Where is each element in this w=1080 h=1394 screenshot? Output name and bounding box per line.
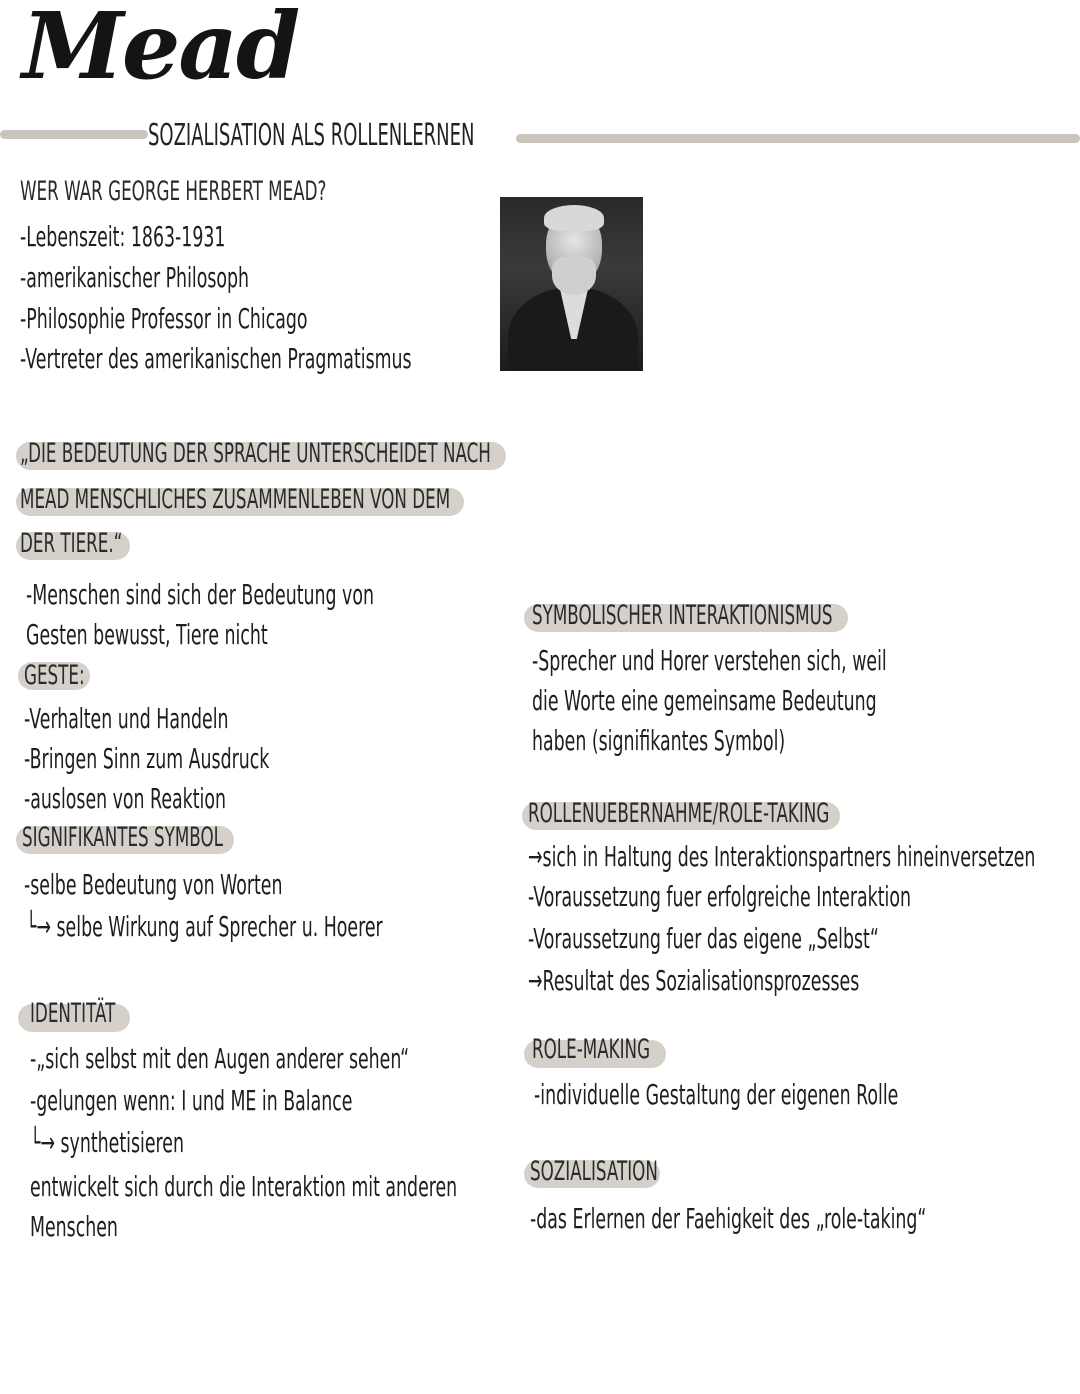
roletaking-item: -Voraussetzung fuer das eigene „Selbst“ bbox=[528, 922, 879, 955]
page-subtitle: SOZIALISATION ALS ROLLENLERNEN bbox=[148, 118, 475, 153]
symint-heading: SYMBOLISCHER INTERAKTIONISMUS bbox=[532, 600, 833, 631]
bio-item: -Vertreter des amerikanischen Pragmatismus bbox=[20, 342, 412, 375]
quote-line: „DIE BEDEUTUNG DER SPRACHE UNTERSCHEIDET NACH bbox=[20, 438, 491, 469]
geste-heading: GESTE: bbox=[24, 660, 85, 691]
symbol-heading: SIGNIFIKANTES SYMBOL bbox=[22, 822, 223, 853]
symint-item: die Worte eine gemeinsame Bedeutung bbox=[532, 684, 877, 717]
roletaking-item: -Voraussetzung fuer erfolgreiche Interaktion bbox=[528, 880, 911, 913]
bio-heading: WER WAR GEORGE HERBERT MEAD? bbox=[20, 176, 327, 207]
roletaking-item: →sich in Haltung des Interaktionspartners hineinversetzen bbox=[528, 840, 1036, 873]
intro-line: Gesten bewusst, Tiere nicht bbox=[26, 618, 268, 651]
quote-line: MEAD MENSCHLICHES ZUSAMMENLEBEN VON DEM bbox=[20, 484, 451, 515]
portrait-photo bbox=[500, 197, 643, 371]
identitaet-item: -gelungen wenn: I und ME in Balance bbox=[30, 1084, 353, 1117]
rolemaking-item: -individuelle Gestaltung der eigenen Rolle bbox=[534, 1078, 899, 1111]
identitaet-item: entwickelt sich durch die Interaktion mit anderen bbox=[30, 1170, 458, 1203]
subtitle-rule-right bbox=[516, 134, 1080, 143]
geste-item: -auslosen von Reaktion bbox=[24, 782, 226, 815]
identitaet-item: -„sich selbst mit den Augen anderer sehen“ bbox=[30, 1042, 410, 1075]
symbol-item: -selbe Bedeutung von Worten bbox=[24, 868, 283, 901]
roletaking-item: →Resultat des Sozialisationsprozesses bbox=[528, 964, 860, 997]
intro-line: -Menschen sind sich der Bedeutung von bbox=[26, 578, 374, 611]
quote-line: DER TIERE.“ bbox=[20, 528, 123, 559]
bio-item: -amerikanischer Philosoph bbox=[20, 261, 250, 294]
geste-item: -Bringen Sinn zum Ausdruck bbox=[24, 742, 270, 775]
geste-item: -Verhalten und Handeln bbox=[24, 702, 229, 735]
sozialisation-item: -das Erlernen der Faehigkeit des „role-taking“ bbox=[530, 1202, 927, 1235]
sozialisation-heading: SOZIALISATION bbox=[530, 1156, 658, 1187]
symint-item: -Sprecher und Horer verstehen sich, weil bbox=[532, 644, 887, 677]
symint-item: haben (signifikantes Symbol) bbox=[532, 724, 786, 757]
symbol-item: └→ selbe Wirkung auf Sprecher u. Hoerer bbox=[26, 910, 383, 943]
page-title: Mead bbox=[22, 0, 299, 100]
bio-item: -Lebenszeit: 1863-1931 bbox=[20, 220, 226, 253]
subtitle-rule-left bbox=[0, 130, 148, 139]
roletaking-heading: ROLLENUEBERNAHME/ROLE-TAKING bbox=[528, 798, 830, 829]
rolemaking-heading: ROLE-MAKING bbox=[532, 1034, 651, 1065]
identitaet-heading: IDENTITÄT bbox=[30, 998, 116, 1029]
identitaet-item: └→ synthetisieren bbox=[30, 1126, 184, 1159]
bio-item: -Philosophie Professor in Chicago bbox=[20, 302, 308, 335]
identitaet-item: Menschen bbox=[30, 1210, 118, 1243]
